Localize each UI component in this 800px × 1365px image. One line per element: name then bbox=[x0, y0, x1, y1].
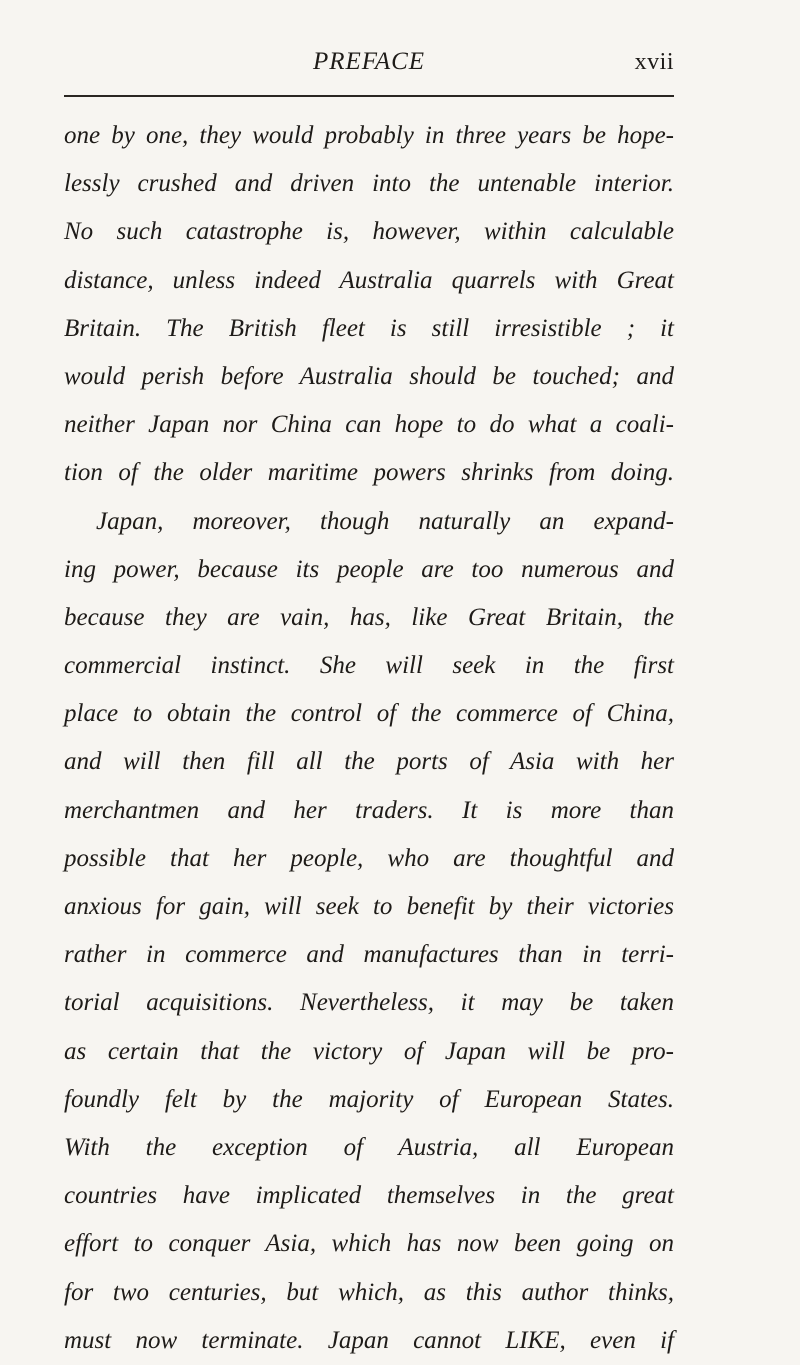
text-line: neither Japan nor China can hope to do what a coali- bbox=[64, 411, 674, 439]
text-line: and will then fill all the ports of Asia with her bbox=[64, 748, 674, 776]
paragraph-start-line: Japan, moreover, though naturally an expand- bbox=[96, 507, 674, 535]
text-line: must now terminate. Japan cannot LIKE, even if bbox=[64, 1326, 674, 1354]
text-line: rather in commerce and manufactures than in terri- bbox=[64, 941, 674, 969]
running-title: PREFACE bbox=[312, 48, 426, 75]
text-line: foundly felt by the majority of European States. bbox=[64, 1085, 674, 1113]
text-line: No such catastrophe is, however, within calculable bbox=[64, 218, 674, 246]
text-line: lessly crushed and driven into the untenable interior. bbox=[64, 170, 674, 198]
text-line: commercial instinct. She will seek in the first bbox=[64, 652, 674, 680]
text-line: distance, unless indeed Australia quarrels with Great bbox=[64, 266, 674, 294]
text-line: ing power, because its people are too numerous and bbox=[64, 555, 674, 583]
running-head bbox=[64, 44, 674, 84]
text-line: anxious for gain, will seek to benefit by their victories bbox=[64, 893, 674, 920]
text-line: torial acquisitions. Nevertheless, it may be taken bbox=[64, 989, 674, 1017]
page-number: xvii bbox=[634, 49, 674, 75]
header-rule bbox=[64, 95, 674, 97]
text-line: one by one, they would probably in three years be hope- bbox=[64, 122, 674, 149]
text-line: effort to conquer Asia, which has now been going on bbox=[64, 1230, 674, 1258]
text-line: Britain. The British fleet is still irresistible ; it bbox=[64, 314, 674, 342]
text-line: place to obtain the control of the commerce of China, bbox=[64, 700, 674, 728]
text-line: for two centuries, but which, as this author thinks, bbox=[64, 1278, 674, 1306]
text-line: countries have implicated themselves in the great bbox=[64, 1182, 674, 1210]
text-line: merchantmen and her traders. It is more than bbox=[64, 796, 674, 824]
text-line: as certain that the victory of Japan will be pro- bbox=[64, 1037, 674, 1065]
text-line: With the exception of Austria, all European bbox=[64, 1133, 674, 1161]
text-line: because they are vain, has, like Great Britain, the bbox=[64, 603, 674, 631]
text-line: possible that her people, who are thoughtful and bbox=[64, 844, 674, 872]
text-line: tion of the older maritime powers shrinks from doing. bbox=[64, 459, 674, 487]
body-text bbox=[64, 112, 674, 1365]
text-line: would perish before Australia should be touched; and bbox=[64, 362, 674, 390]
